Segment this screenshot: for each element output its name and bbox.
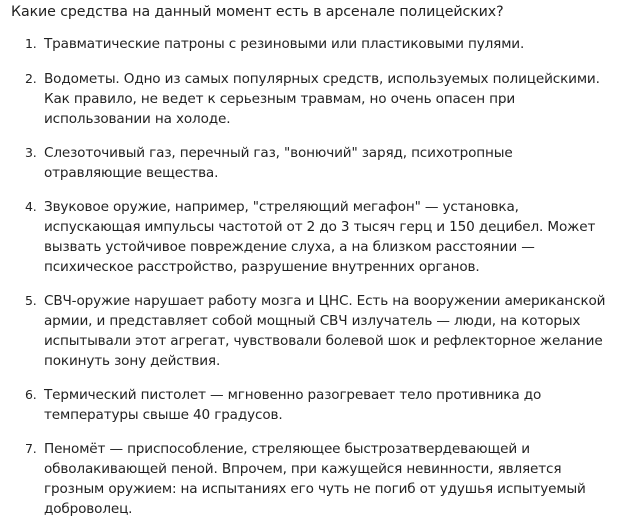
- list-item: [11, 291, 610, 371]
- means-list: [11, 34, 610, 519]
- list-item: [11, 34, 610, 54]
- list-number: 7.: [25, 441, 37, 456]
- list-number: 6.: [25, 387, 37, 402]
- list-text: Термический пистолет — мгновенно разогревает тело противника до температуры свыше 40 градусов.: [44, 387, 542, 423]
- list-text: Пеномёт — приспособление, стреляющее быстрозатвердевающей и обволакивающей пеной. Впрочем, при кажущейся невинности, является грозным оружием: на испытаниях его чуть не погиб от удушья испытуемый доброволец.: [44, 441, 586, 517]
- list-item: [11, 197, 610, 277]
- list-item: [11, 69, 610, 129]
- list-number: 5.: [25, 293, 37, 308]
- list-number: 1.: [25, 36, 37, 51]
- intro-question: Какие средства на данный момент есть в арсенале полицейских?: [11, 4, 504, 20]
- list-item: [11, 439, 610, 519]
- list-item: [11, 143, 610, 183]
- list-number: 4.: [25, 199, 37, 214]
- list-text: Травматические патроны с резиновыми или пластиковыми пулями.: [44, 36, 525, 52]
- list-text: Водометы. Одно из самых популярных средств, используемых полицейскими. Как правило, не ведет к серьезным травмам, но очень опасен при использовании на холоде.: [44, 71, 600, 127]
- list-text: Звуковое оружие, например, "стреляющий мегафон" — установка, испускающая импульсы частотой от 2 до 3 тысяч герц и 150 децибел. Может вызвать устойчивое повреждение слуха, а на близком расстоянии — психическое расстройство, разрушение внутренних органов.: [44, 199, 596, 275]
- list-number: 2.: [25, 71, 37, 86]
- list-text: Слезоточивый газ, перечный газ, "вонючий" заряд, психотропные отравляющие вещества.: [44, 145, 513, 181]
- list-text: СВЧ-оружие нарушает работу мозга и ЦНС. Есть на вооружении американской армии, и представляет собой мощный СВЧ излучатель — люди, на которых испытывали этот агрегат, чувствовали болевой шок и рефлекторное желание покинуть зону действия.: [44, 293, 606, 369]
- list-item: [11, 385, 610, 425]
- list-number: 3.: [25, 145, 37, 160]
